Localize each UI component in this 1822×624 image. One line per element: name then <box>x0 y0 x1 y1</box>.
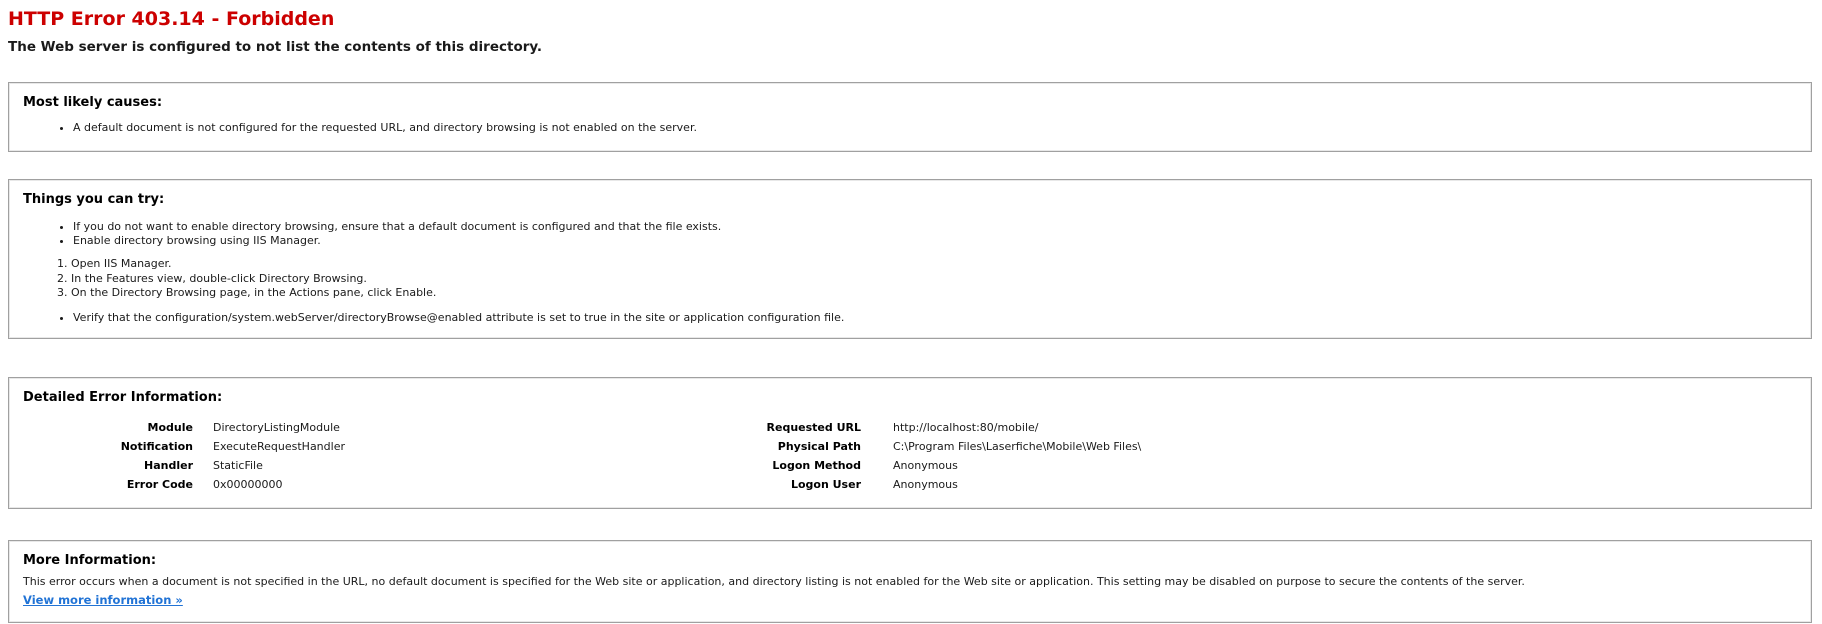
detail-row <box>678 437 1141 456</box>
more-information-heading: More Information: <box>23 553 157 568</box>
iis-manager-step: 3. On the Directory Browsing page, in the Actions pane, click Enable. <box>71 286 1797 301</box>
detail-row-label: Requested URL <box>766 421 861 434</box>
detail-row-label: Notification <box>120 440 193 453</box>
things-you-can-try-section <box>8 179 1812 339</box>
most-likely-causes-section <box>8 82 1812 152</box>
try-list-top <box>23 220 1797 247</box>
view-more-information-link[interactable]: View more information » <box>23 593 183 607</box>
detail-row-value: 0x00000000 <box>213 478 283 491</box>
detail-row-value: StaticFile <box>213 459 263 472</box>
detail-row <box>678 475 1141 494</box>
detail-row-label: Handler <box>144 459 193 472</box>
try-list-item: • Enable directory browsing using IIS Manager. <box>73 234 1797 248</box>
iis-manager-step: 1. Open IIS Manager. <box>71 257 1797 272</box>
detail-row <box>23 475 678 494</box>
iis-manager-steps-list <box>23 257 1797 301</box>
detail-row <box>678 456 1141 475</box>
detail-row-value: DirectoryListingModule <box>213 421 340 434</box>
iis-manager-step: 2. In the Features view, double-click Directory Browsing. <box>71 272 1797 287</box>
detail-row-value: ExecuteRequestHandler <box>213 440 345 453</box>
detail-table-left <box>23 418 678 494</box>
try-list-item: • If you do not want to enable directory browsing, ensure that a default document is configured and that the file exists. <box>73 220 1797 234</box>
detail-row <box>23 456 678 475</box>
detail-row-label: Physical Path <box>777 440 861 453</box>
detailed-error-information-section <box>8 377 1812 509</box>
error-page-title: HTTP Error 403.14 - Forbidden <box>8 8 335 30</box>
try-list-bottom <box>23 311 1797 325</box>
detail-row-value: C:\Program Files\Laserfiche\Mobile\Web Files\ <box>893 440 1142 453</box>
detailed-error-tables <box>23 418 1797 494</box>
detail-row <box>23 418 678 437</box>
detail-row-value: Anonymous <box>893 478 958 491</box>
things-you-can-try-heading: Things you can try: <box>23 192 165 207</box>
detail-row-value: http://localhost:80/mobile/ <box>893 421 1039 434</box>
detail-table-right <box>678 418 1141 494</box>
cause-list-item: • A default document is not configured for the requested URL, and directory browsing is not enabled on the server. <box>73 121 1797 135</box>
more-information-section <box>8 540 1812 623</box>
error-page-subtitle: The Web server is configured to not list the contents of this directory. <box>8 39 543 55</box>
most-likely-causes-heading: Most likely causes: <box>23 95 163 110</box>
detail-row <box>23 437 678 456</box>
detailed-error-information-heading: Detailed Error Information: <box>23 390 223 405</box>
most-likely-causes-list <box>23 121 1797 135</box>
detail-row <box>678 418 1141 437</box>
detail-row-label: Error Code <box>126 478 193 491</box>
detail-row-label: Logon User <box>790 478 861 491</box>
detail-row-label: Module <box>147 421 193 434</box>
try-list-item: • Verify that the configuration/system.webServer/directoryBrowse@enabled attribute is set to true in the site or application configuration file. <box>73 311 1797 325</box>
detail-row-label: Logon Method <box>772 459 861 472</box>
more-information-text: This error occurs when a document is not specified in the URL, no default document is specified for the Web site or application, and directory listing is not enabled for the Web site or application. This setting may be disabled on purpose to secure the contents of the server. <box>23 575 1525 588</box>
detail-row-value: Anonymous <box>893 459 958 472</box>
